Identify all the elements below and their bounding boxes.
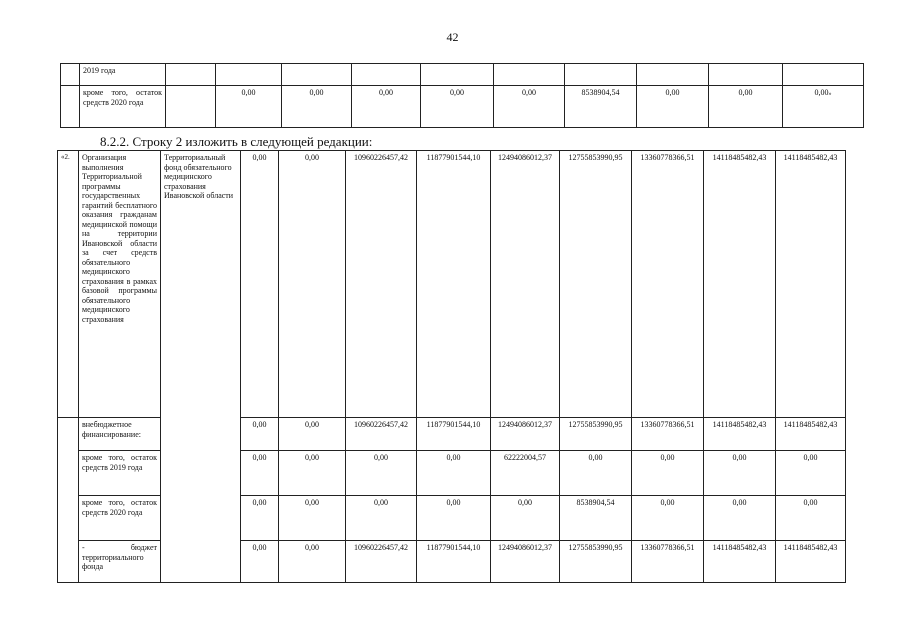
value-cell: 0,00: [709, 86, 783, 128]
value-cell: 0,00: [814, 88, 829, 97]
value-cell: 10960226457,42: [346, 418, 417, 451]
value-cell: 14118485482,43: [704, 418, 776, 451]
value-cell: 0,00: [491, 496, 560, 541]
value-cell: 0,00: [279, 151, 346, 418]
table-row: [58, 151, 846, 418]
value-cell: 14118485482,43: [776, 418, 846, 451]
value-cell: 0,00: [241, 418, 279, 451]
value-cell: 8538904,54: [565, 86, 637, 128]
value-cell: 0,00: [421, 86, 494, 128]
value-cell: 10960226457,42: [346, 151, 417, 418]
executor: Территориальный фонд обязательного медицинского страхования Ивановской области: [161, 151, 241, 583]
value-cell: 0,00: [279, 451, 346, 496]
value-cell: 14118485482,43: [776, 541, 846, 583]
row-number: «2.: [58, 151, 79, 418]
table-row: [61, 64, 864, 86]
row-label: 2019 года: [80, 64, 166, 86]
row-label: кроме того, остаток средств 2020 года: [80, 86, 166, 128]
value-cell: 12494086012,37: [491, 151, 560, 418]
value-cell: 0,00: [279, 418, 346, 451]
row-label: - бюджет территориального фонда: [79, 541, 161, 583]
value-cell: 0,00: [632, 451, 704, 496]
value-cell: 0,00: [282, 86, 352, 128]
program-name: Организация выполнения Территориальной программы государственных гарантий бесплатного оказания гражданам медицинской помощи на территории Ивановской области за счет средств обязательного медицинского страхования в рамках базовой программы обязательного медицинского страхования: [79, 151, 161, 418]
value-cell: 12755853990,95: [560, 418, 632, 451]
value-cell: 14118485482,43: [704, 541, 776, 583]
value-cell: 12755853990,95: [560, 541, 632, 583]
value-cell: 0,00: [776, 496, 846, 541]
row2-table: [57, 150, 846, 583]
value-cell: 0,00: [417, 496, 491, 541]
value-cell: 0,00: [279, 496, 346, 541]
value-cell: 0,00: [560, 451, 632, 496]
value-cell: 13360778366,51: [632, 541, 704, 583]
value-cell: 0,00: [417, 451, 491, 496]
value-cell: 0,00: [241, 496, 279, 541]
value-cell: 0,00: [279, 541, 346, 583]
value-cell: 13360778366,51: [632, 151, 704, 418]
value-cell: 12494086012,37: [491, 541, 560, 583]
value-cell: 0,00: [241, 151, 279, 418]
value-cell: 0,00: [346, 451, 417, 496]
row-label: кроме того, остаток средств 2020 года: [79, 496, 161, 541]
closing-quote: »: [828, 91, 832, 97]
value-cell: 11877901544,10: [417, 418, 491, 451]
value-cell: 0,00: [216, 86, 282, 128]
value-cell: 0,00: [637, 86, 709, 128]
value-cell: 14118485482,43: [776, 151, 846, 418]
value-cell: 0,00: [346, 496, 417, 541]
value-cell: 0,00: [241, 541, 279, 583]
value-cell: 0,00: [352, 86, 421, 128]
value-cell: 11877901544,10: [417, 151, 491, 418]
value-cell: 8538904,54: [560, 496, 632, 541]
value-cell: 11877901544,10: [417, 541, 491, 583]
value-cell: 0,00: [494, 86, 565, 128]
section-heading: 8.2.2. Строку 2 изложить в следующей редакции:: [100, 134, 373, 149]
continuation-table: [60, 63, 864, 128]
value-cell: 62222004,57: [491, 451, 560, 496]
value-cell: 0,00: [704, 496, 776, 541]
page-number: 42: [446, 30, 459, 44]
value-cell: 10960226457,42: [346, 541, 417, 583]
value-cell: 14118485482,43: [704, 151, 776, 418]
value-cell: 12494086012,37: [491, 418, 560, 451]
value-cell: 0,00: [632, 496, 704, 541]
value-cell: 13360778366,51: [632, 418, 704, 451]
row-label: внебюджетное финансирование:: [79, 418, 161, 451]
row-label: кроме того, остаток средств 2019 года: [79, 451, 161, 496]
value-cell: 0,00: [776, 451, 846, 496]
value-cell: 12755853990,95: [560, 151, 632, 418]
table-row: [61, 86, 864, 128]
value-cell: 0,00: [704, 451, 776, 496]
value-cell: 0,00: [241, 451, 279, 496]
